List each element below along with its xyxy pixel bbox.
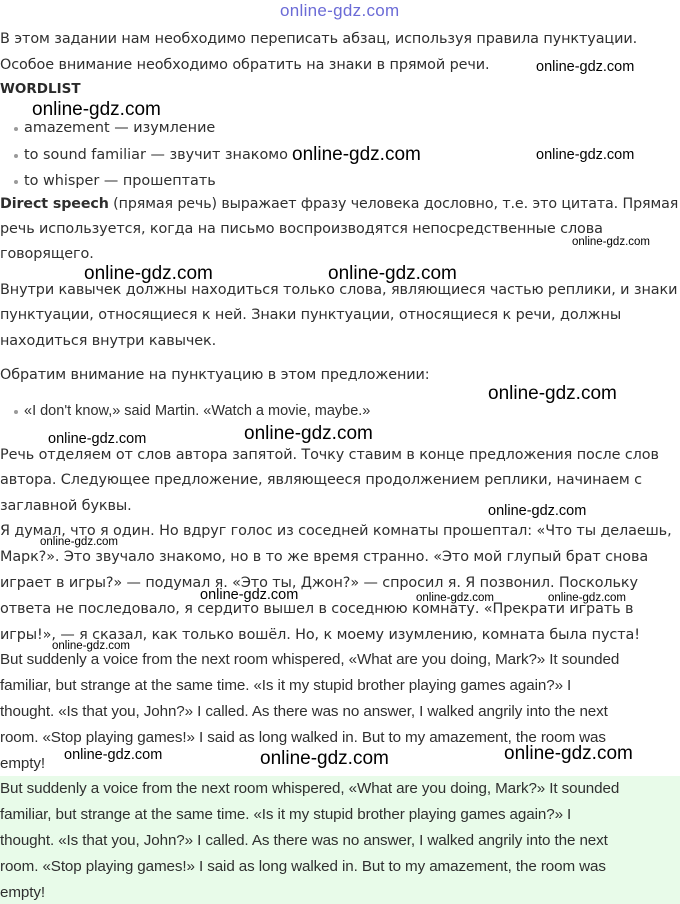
watermark: online-gdz.com bbox=[548, 592, 626, 604]
direct-speech-line bbox=[0, 195, 678, 213]
quotes-rule-line: пунктуации, относящиеся к ней. Знаки пунктуации, относящиеся к речи, должны bbox=[0, 307, 622, 323]
bullet-icon bbox=[14, 180, 18, 184]
watermark: online-gdz.com bbox=[52, 640, 130, 652]
translation-line: ответа не последовало, я сердито вышел в соседнюю комнату. «Прекрати играть в bbox=[0, 601, 634, 617]
english-text-line: room. «Stop playing games!» I said as long walked in. But to my amazement, the room was bbox=[0, 729, 606, 746]
wordlist-item: amazement — изумление bbox=[24, 120, 216, 136]
watermark: online-gdz.com bbox=[416, 592, 494, 604]
explanation-line: заглавной буквы. bbox=[0, 498, 132, 514]
watermark: online-gdz.com bbox=[40, 536, 118, 548]
example-sentence: «I don't know,» said Martin. «Watch a movie, maybe.» bbox=[24, 403, 371, 419]
watermark: online-gdz.com bbox=[48, 431, 147, 447]
bullet-icon bbox=[14, 154, 18, 158]
watermark: online-gdz.com bbox=[536, 147, 635, 163]
watermark: online-gdz.com bbox=[488, 503, 587, 519]
quotes-rule-line: находиться внутри кавычек. bbox=[0, 333, 217, 349]
watermark: online-gdz.com bbox=[504, 743, 633, 764]
english-text-line: familiar, but strange at the same time. «Is it my stupid brother playing games again?» I bbox=[0, 677, 572, 694]
watermark: online-gdz.com bbox=[572, 236, 650, 248]
watermark: online-gdz.com bbox=[488, 383, 617, 404]
answer-text-line: room. «Stop playing games!» I said as long walked in. But to my amazement, the room was bbox=[0, 858, 606, 875]
answer-text-line: thought. «Is that you, John?» I called. As there was no answer, I walked angrily into the next bbox=[0, 832, 608, 849]
explanation-line: автора. Следующее предложение, являющееся продолжением реплики, начинаем с bbox=[0, 472, 642, 488]
intro-line: Особое внимание необходимо обратить на знаки в прямой речи. bbox=[0, 57, 490, 73]
direct-speech-line: речь используется, когда на письмо воспроизводятся непосредственные слова bbox=[0, 221, 603, 237]
watermark: online-gdz.com bbox=[32, 99, 161, 120]
wordlist-title: WORDLIST bbox=[0, 81, 81, 97]
bullet-icon bbox=[14, 127, 18, 131]
direct-speech-term: Direct speech bbox=[0, 196, 109, 212]
direct-speech-text: (прямая речь) выражает фразу человека дословно, т.е. это цитата. Прямая bbox=[108, 196, 679, 212]
english-text-line: thought. «Is that you, John?» I called. As there was no answer, I walked angrily into the next bbox=[0, 703, 608, 720]
wordlist-item: to sound familiar — звучит знакомо bbox=[24, 147, 288, 163]
watermark: online-gdz.com bbox=[328, 263, 457, 284]
english-text-line: empty! bbox=[0, 755, 45, 772]
translation-line: играет в игры?» — подумал я. «Это ты, Джон?» — спросил я. Я позвонил. Поскольку bbox=[0, 575, 638, 591]
english-text-line: But suddenly a voice from the next room whispered, «What are you doing, Mark?» It sounded bbox=[0, 651, 620, 668]
bullet-icon bbox=[14, 410, 18, 414]
watermark: online-gdz.com bbox=[536, 59, 635, 75]
intro-line: В этом задании нам необходимо переписать абзац, используя правила пунктуации. bbox=[0, 31, 638, 47]
attention-line: Обратим внимание на пунктуацию в этом предложении: bbox=[0, 367, 430, 383]
watermark: online-gdz.com bbox=[64, 747, 163, 763]
watermark: online-gdz.com bbox=[84, 263, 213, 284]
wordlist-item: to whisper — прошептать bbox=[24, 173, 216, 189]
translation-line: Марк?». Это звучало знакомо, но в то же время странно. «Это мой глупый брат снова bbox=[0, 549, 649, 565]
answer-text-line: empty! bbox=[0, 884, 45, 901]
watermark: online-gdz.com bbox=[200, 587, 299, 603]
watermark: online-gdz.com bbox=[260, 748, 389, 769]
watermark: online-gdz.com bbox=[244, 423, 373, 444]
answer-text-line: But suddenly a voice from the next room whispered, «What are you doing, Mark?» It sounded bbox=[0, 780, 620, 797]
direct-speech-line: говорящего. bbox=[0, 246, 94, 262]
quotes-rule-line: Внутри кавычек должны находиться только слова, являющиеся частью реплики, и знаки bbox=[0, 282, 678, 298]
translation-line: игры!», — я сказал, как только вошёл. Но, к моему изумлению, комната была пуста! bbox=[0, 627, 640, 643]
translation-line: Я думал, что я один. Но вдруг голос из соседней комнаты прошептал: «Что ты делаешь, bbox=[0, 523, 672, 539]
answer-text-line: familiar, but strange at the same time. «Is it my stupid brother playing games again?» I bbox=[0, 806, 572, 823]
explanation-line: Речь отделяем от слов автора запятой. Точку ставим в конце предложения после слов bbox=[0, 447, 659, 463]
watermark: online-gdz.com bbox=[292, 144, 421, 165]
header-watermark: online-gdz.com bbox=[280, 1, 400, 20]
